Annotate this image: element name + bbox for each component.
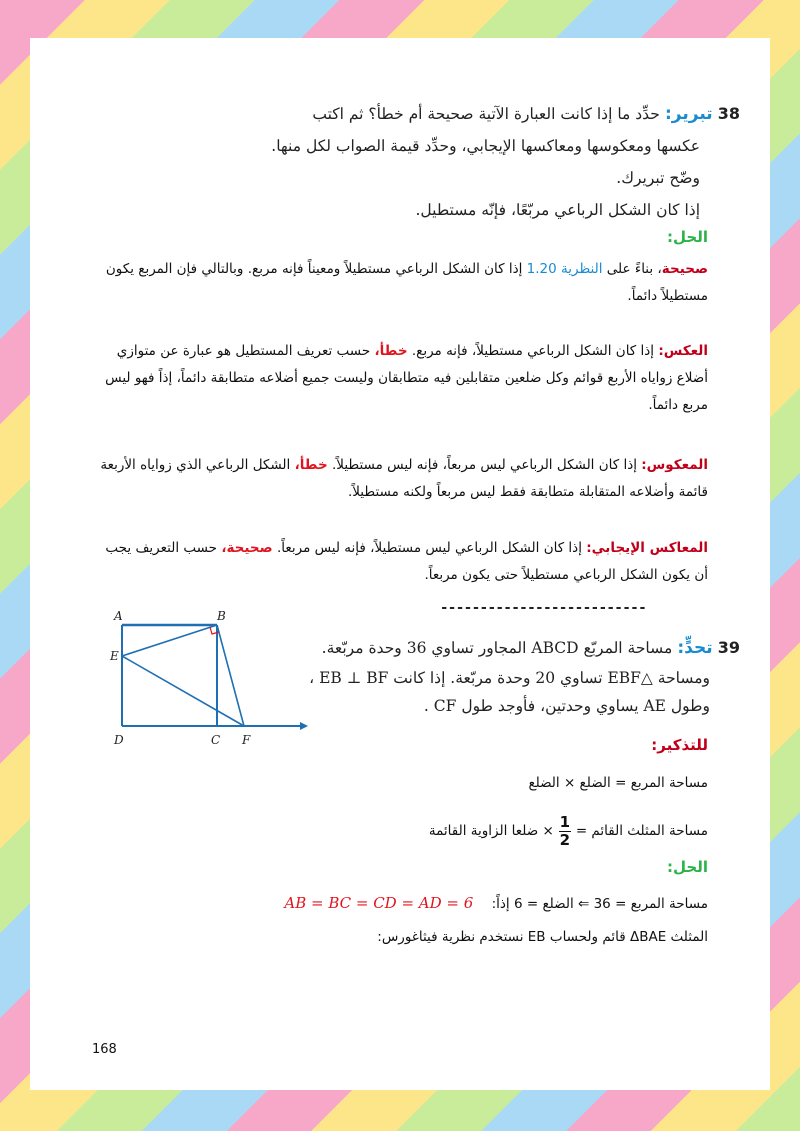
- question-38: [100, 104, 740, 226]
- solution-step-side: [188, 890, 708, 918]
- question-number: 38: [717, 104, 740, 123]
- verdict-label: خطأ،: [374, 343, 408, 359]
- question-39: [309, 638, 740, 720]
- answer-text: حسب التعريف يجب أن يكون الشكل الرباعي مستطيلاً حتى يكون مربعاً.: [105, 540, 708, 583]
- segment-ef: [122, 656, 244, 726]
- fraction-denominator: 2: [559, 831, 571, 849]
- page-number: 168: [92, 1042, 117, 1057]
- answer-statement: [98, 256, 708, 310]
- square-figure: [102, 608, 312, 750]
- rule-text: مساحة المثلث القائم =: [575, 823, 708, 839]
- verdict-label: صحيحة،: [221, 540, 273, 556]
- answer-inverse: [98, 452, 708, 506]
- solution-step-pythagoras: المثلث ΔBAE قائم ولحساب EB نستخدم نظرية فيثاغورس:: [377, 929, 708, 945]
- question-statement: إذا كان الشكل الرباعي مربّعًا، فإنّه مستطيل.: [415, 201, 700, 219]
- answer-text: حسب تعريف المستطيل هو عبارة عن متوازي أضلاع زواياه الأربع قوائم وكل ضلعين متقابلين فيه متطابقان وليست جميع أضلاعه متطابقة دائماً، إذاً فهو ليس مربع دائماً.: [105, 343, 708, 413]
- question-line: ومساحة △EBF تساوي 20 وحدة مربّعة. إذا كانت EB ⊥ BF ،: [309, 669, 710, 687]
- converse-label: العكس:: [658, 343, 708, 359]
- verdict-label: صحيحة: [661, 261, 708, 277]
- rule-text: × ضلعا الزاوية القائمة: [428, 823, 554, 839]
- answer-text: إذا كان الشكل الرباعي مستطيلاً ومعيناً فإنه مربع. وبالتالي فإن المربع يكون مستطيلاً دائماً.: [105, 261, 708, 304]
- solution-label: الحل:: [667, 228, 708, 246]
- vertex-label-a: A: [114, 609, 123, 623]
- theorem-link: النظرية 1.20: [526, 261, 603, 277]
- solution-text: مساحة المربع = 36 ⇐ الضلع = 6 إذاً:: [491, 896, 708, 912]
- vertex-label-b: B: [217, 609, 226, 623]
- side-equation: AB = BC = CD = AD = 6: [284, 894, 474, 912]
- question-title: تحدٍّ:: [677, 638, 713, 658]
- answer-contrapositive: [98, 535, 708, 589]
- vertex-label-c: C: [211, 733, 221, 747]
- answer-text: إذا كان الشكل الرباعي ليس مستطيلاً، فإنه ليس مربعاً.: [276, 540, 582, 556]
- question-line: عكسها ومعكوسها ومعاكسها الإيجابي، وحدِّد قيمة الصواب لكل منها.: [271, 137, 700, 155]
- reminder-label: للتذكير:: [651, 736, 708, 754]
- answer-text: الشكل الرباعي الذي زواياه الأربعة قائمة وأضلاعه المتقابلة متطابقة فقط ليس مربعاً ولكنه مستطيلاً.: [100, 457, 708, 500]
- fraction-numerator: 1: [559, 813, 571, 831]
- vertex-label-e: E: [110, 649, 119, 663]
- answer-text: إذا كان الشكل الرباعي مستطيلاً، فإنه مربع.: [411, 343, 655, 359]
- question-line: حدِّد ما إذا كانت العبارة الآتية صحيحة أم خطأ؟ ثم اكتب: [312, 105, 660, 123]
- segment-eb: [122, 625, 217, 656]
- inverse-label: المعكوس:: [641, 457, 708, 473]
- question-line: مساحة المربّع ABCD المجاور تساوي 36 وحدة مربّعة.: [321, 639, 673, 657]
- question-39-line1-row: [320, 638, 740, 664]
- area-triangle-rule: [429, 814, 708, 849]
- page: [30, 38, 770, 1090]
- area-square-rule: مساحة المربع = الضلع × الضلع: [528, 775, 708, 791]
- vertex-label-d: D: [114, 733, 124, 747]
- question-number: 39: [717, 638, 740, 657]
- fraction-half: [559, 814, 571, 849]
- section-separator: --------------------------: [440, 600, 647, 616]
- answer-text: ، بناءً على: [606, 261, 662, 277]
- segment-bf: [217, 625, 244, 726]
- question-38-line1-row: [100, 104, 740, 130]
- question-line: وضّح تبريرك.: [616, 169, 700, 187]
- question-line: وطول AE يساوي وحدتين، فأوجد طول CF .: [423, 697, 710, 715]
- answer-converse: [98, 338, 708, 419]
- solution-label: الحل:: [667, 858, 708, 876]
- contrapositive-label: المعاكس الإيجابي:: [586, 540, 708, 556]
- ray-arrowhead: [300, 722, 308, 730]
- answer-text: إذا كان الشكل الرباعي ليس مربعاً، فإنه ليس مستطيلاً.: [331, 457, 637, 473]
- vertex-label-f: F: [242, 733, 251, 747]
- question-title: تبرير:: [664, 104, 713, 124]
- verdict-label: خطأ،: [294, 457, 328, 473]
